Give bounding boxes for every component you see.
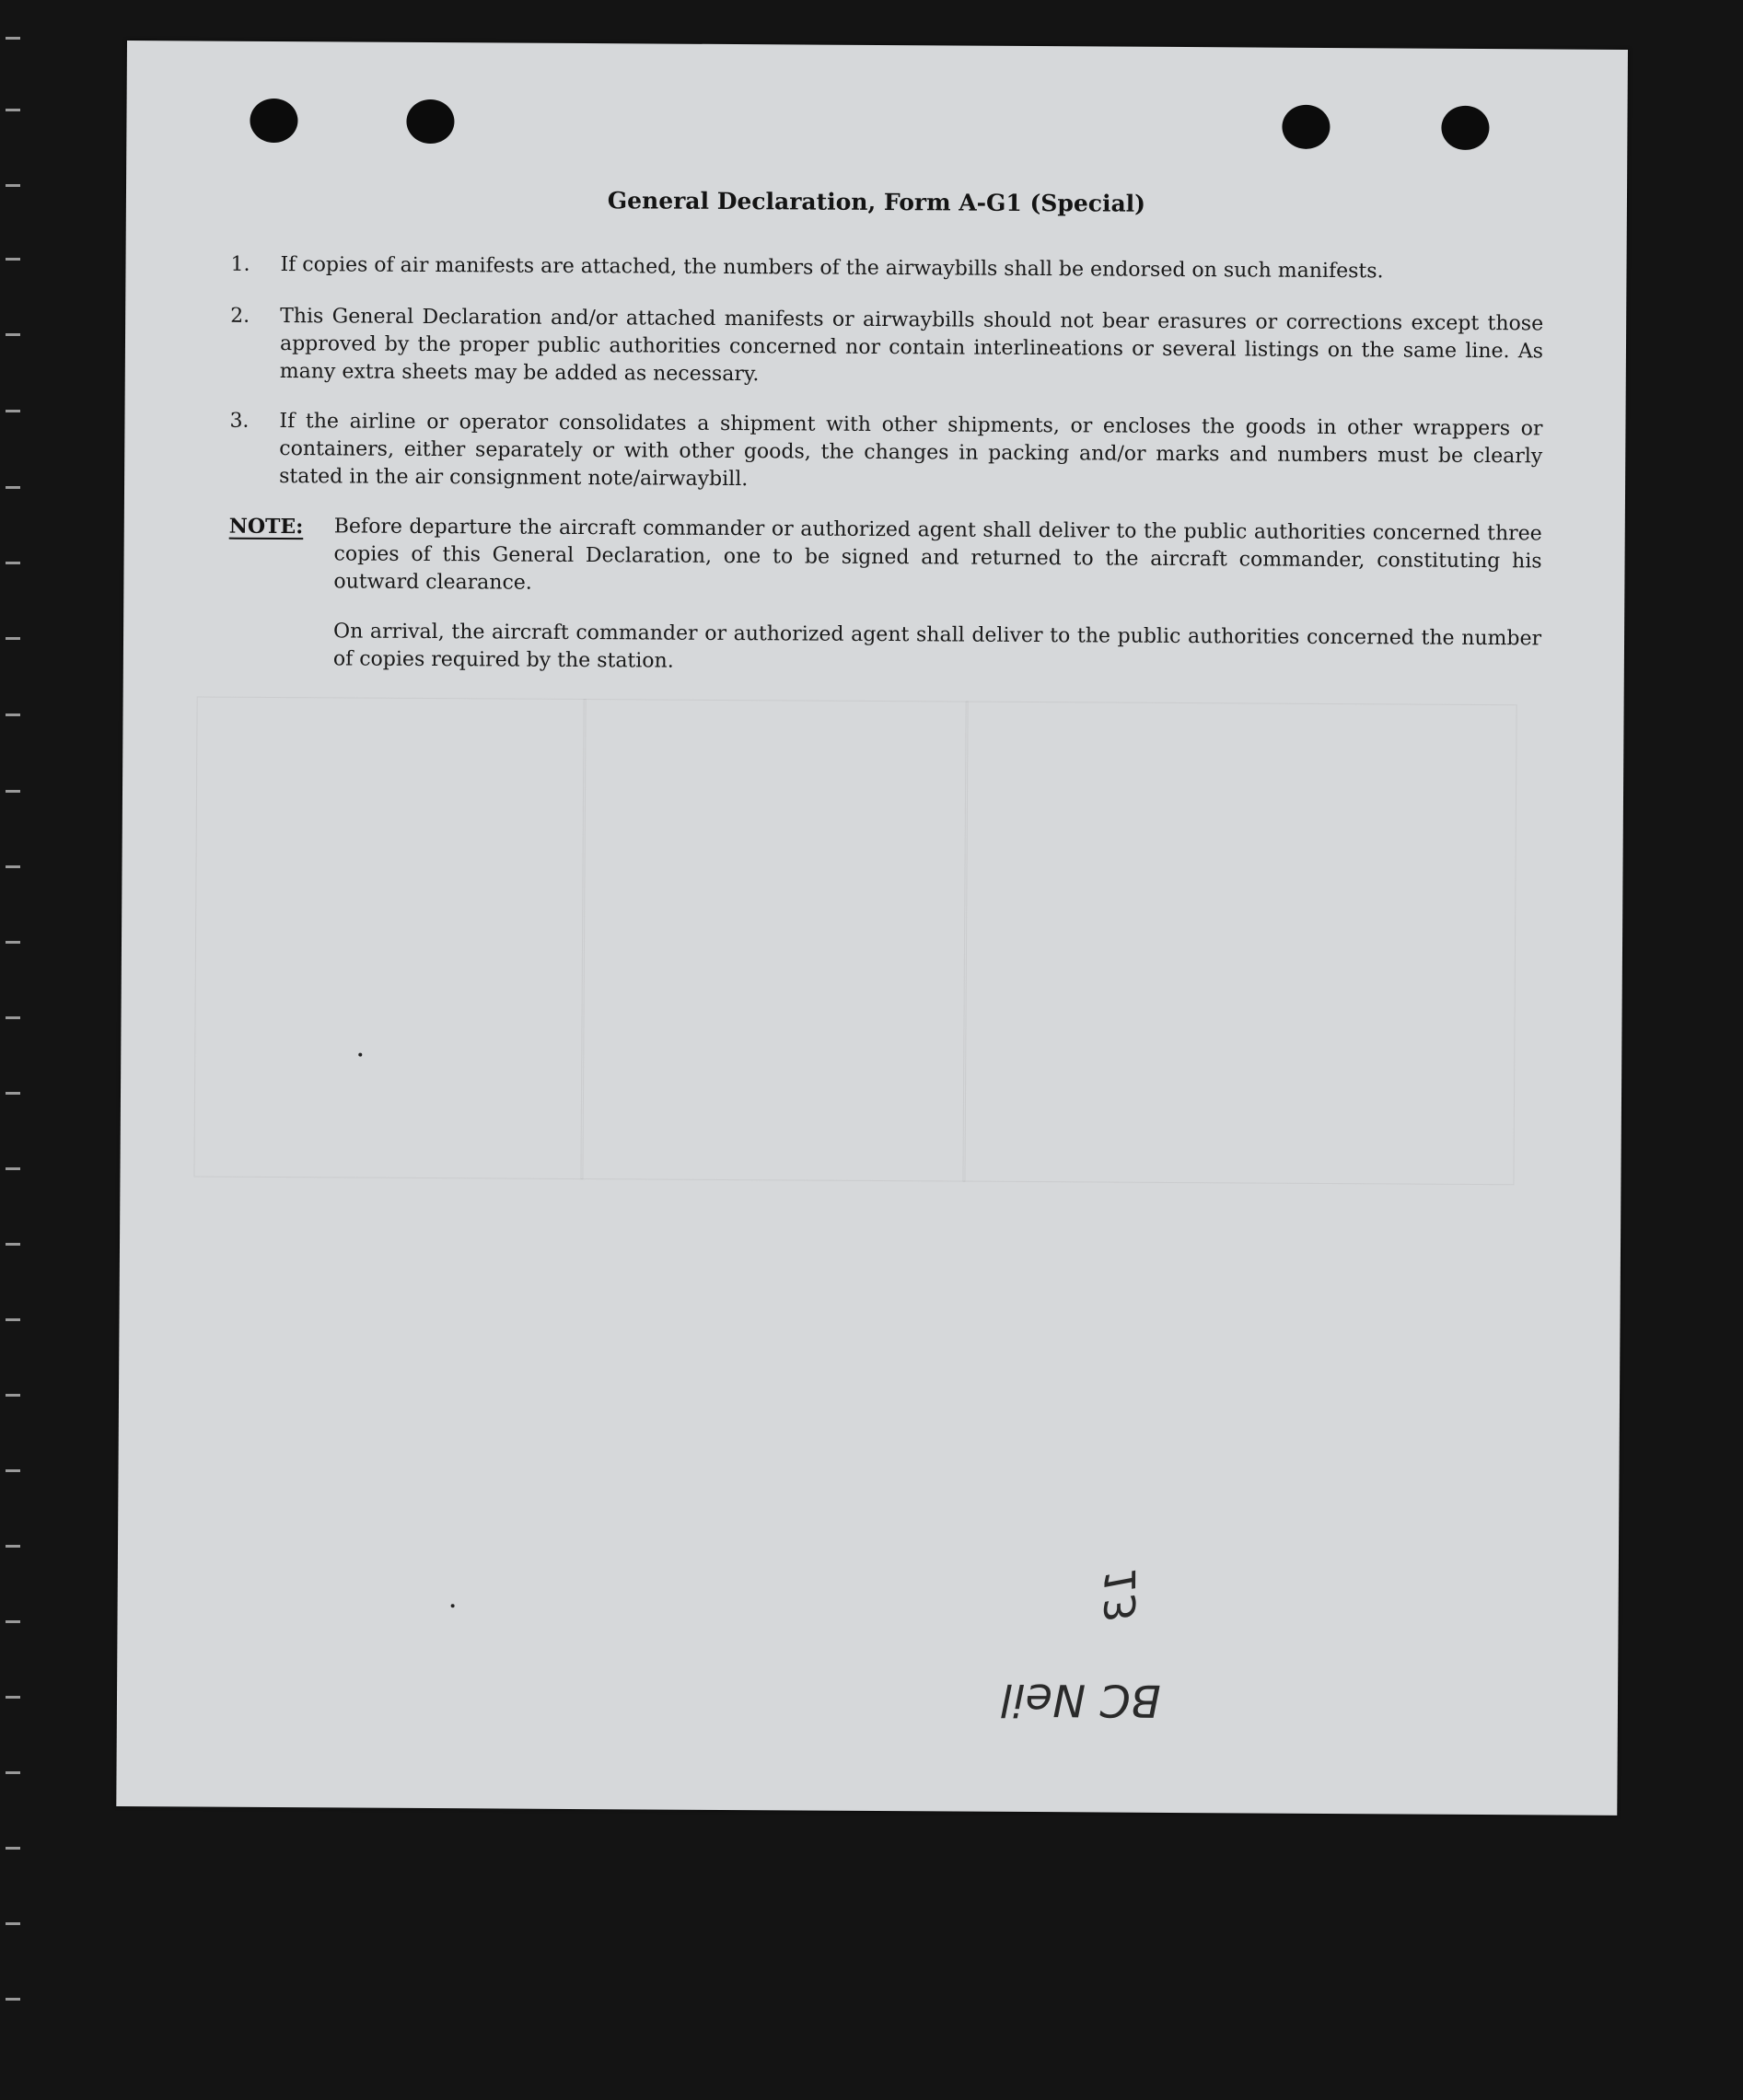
punch-hole [1282, 105, 1330, 149]
handwritten-number: 13 [1095, 1568, 1146, 1623]
film-edge [0, 0, 55, 2100]
form-title: General Declaration, Form A-G1 (Special) [607, 187, 1146, 217]
document-page [116, 41, 1628, 1816]
item-number: 1. [230, 252, 250, 276]
item-text: If copies of air manifests are attached, the numbers of the airwaybills shall be endorsed on such manifests. [280, 253, 1384, 284]
speck [451, 1604, 455, 1607]
item-text: This General Declaration and/or attached manifests or airwaybills should not bear erasures or corrections except those approved by the proper public authorities concerned nor contain interlineations or several listings on the same line. As many extra sheets may be added as necessary. [279, 305, 1544, 387]
show-through-table [193, 696, 1516, 1185]
punch-hole [250, 99, 297, 143]
handwritten-signature: BC Neil [1000, 1673, 1161, 1726]
item-text: If the airline or operator consolidates a shipment with other shipments, or encloses the goods in other wrappers or containers, either separately or with other goods, the changes in packing and/or marks and numbers must be clearly stated in the air consignment note/airwaybill. [279, 410, 1543, 492]
punch-hole [406, 99, 454, 144]
punch-hole [1441, 106, 1489, 150]
note-label: NOTE: [228, 514, 304, 540]
speck [358, 1053, 362, 1057]
note-paragraph: On arrival, the aircraft commander or authorized agent shall deliver to the public authorities concerned the number of copies required by the station. [332, 620, 1542, 673]
item-number: 3. [229, 409, 250, 433]
item-number: 2. [230, 304, 250, 328]
note-paragraph: Before departure the aircraft commander or authorized agent shall deliver to the public authorities concerned three copies of this General Declaration, one to be signed and returned to the aircraft commander, constituting his outward clearance. [333, 515, 1542, 595]
